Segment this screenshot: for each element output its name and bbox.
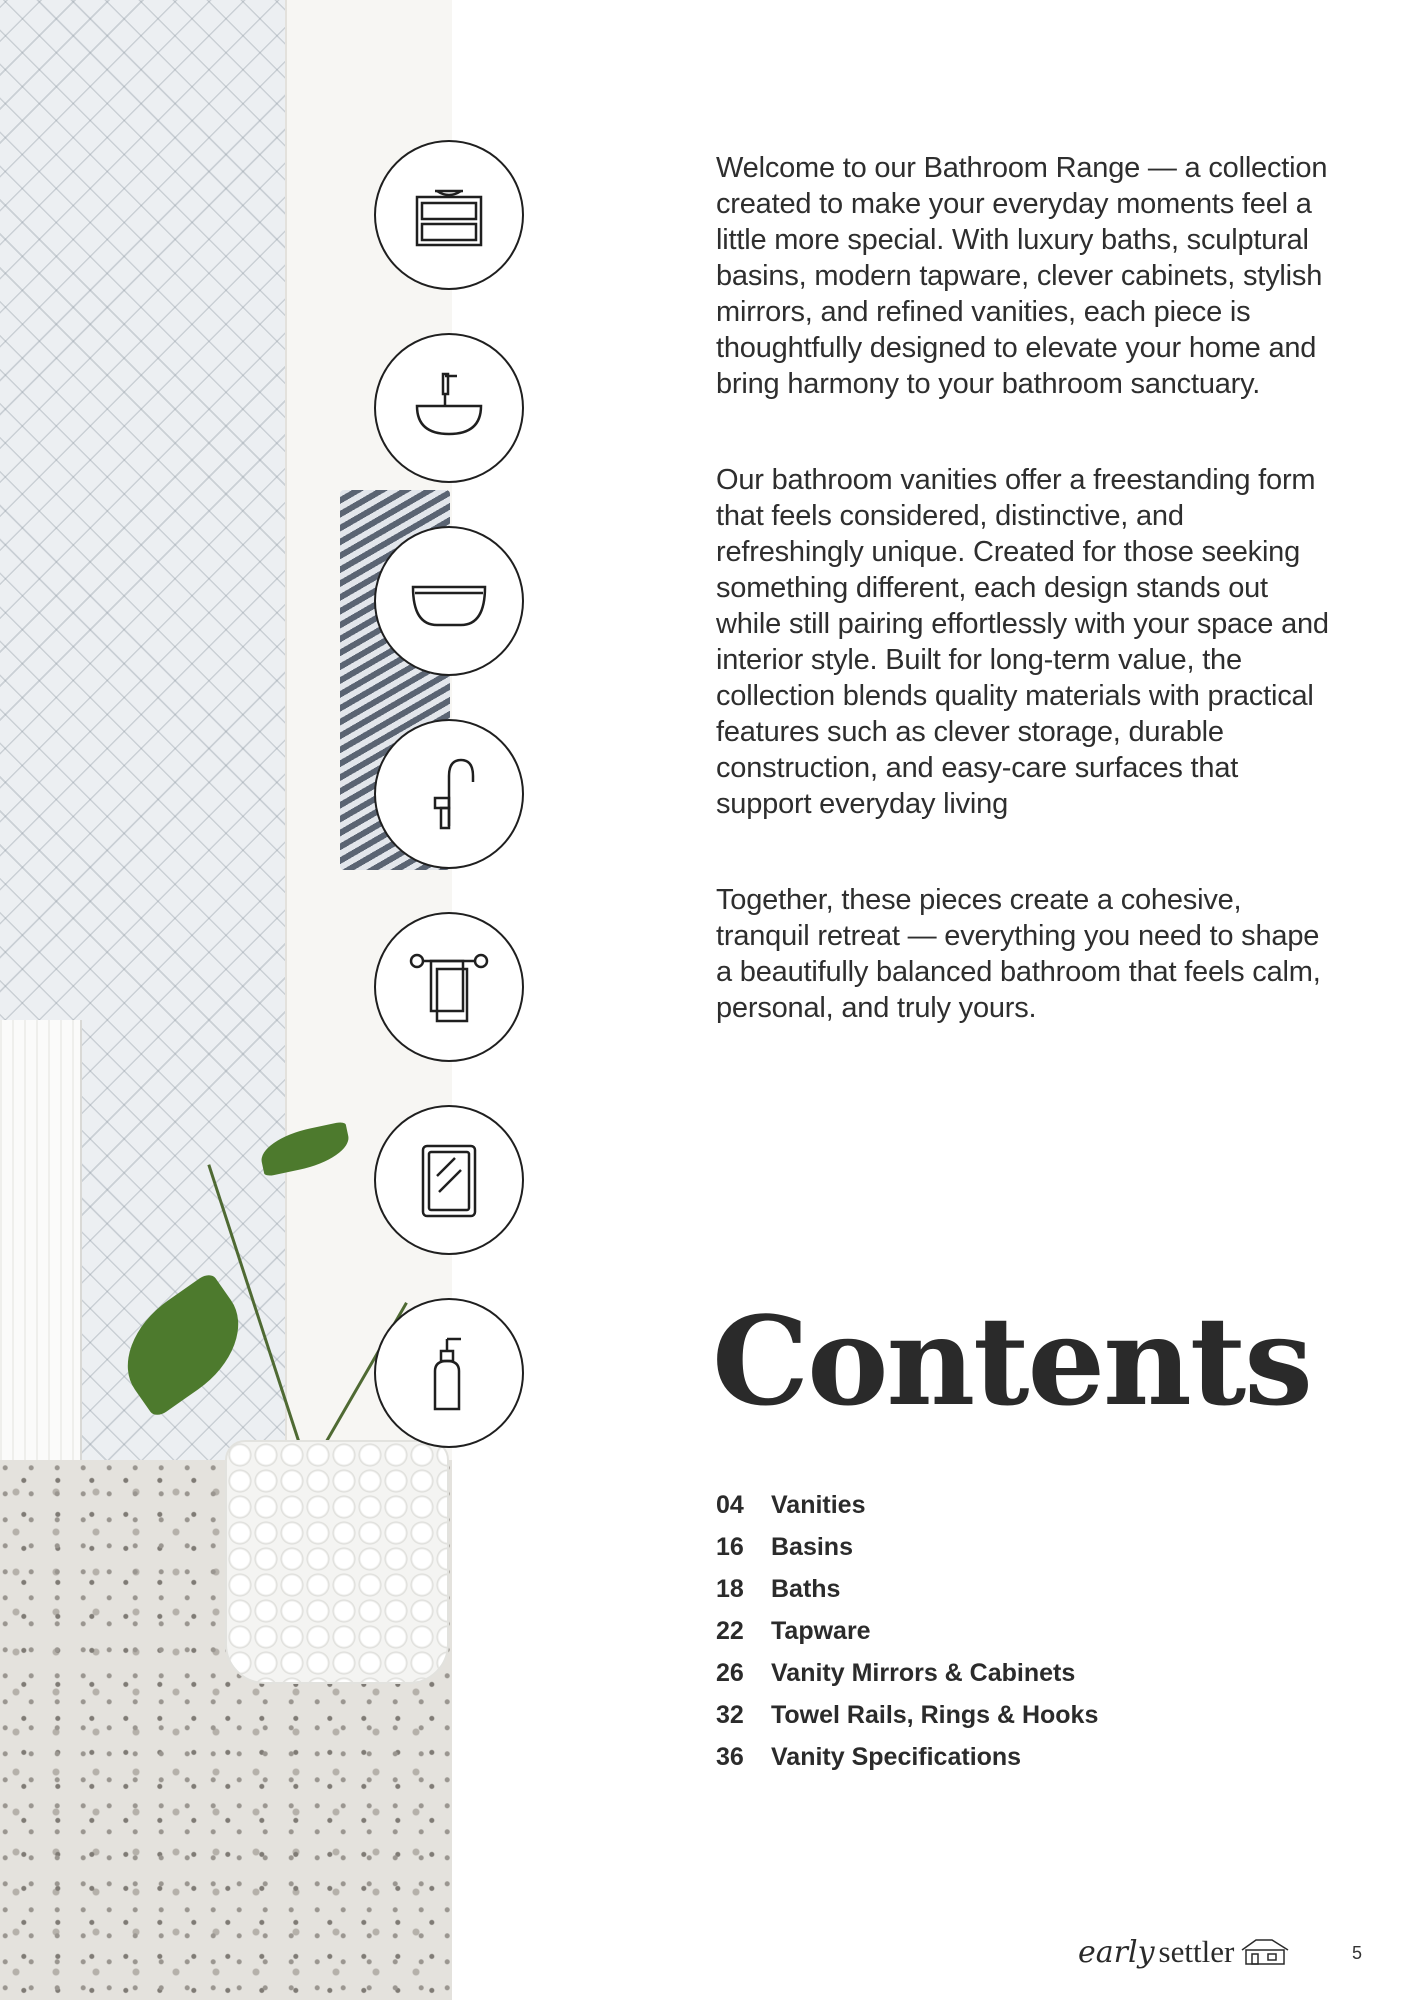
house-icon [1238,1936,1294,1966]
table-of-contents [716,1484,1276,1778]
towel-rail-icon [374,912,524,1062]
soap-dispenser-icon [374,1298,524,1448]
toc-item[interactable] [716,1736,1276,1778]
toc-page-number: 26 [716,1658,744,1687]
toc-page-number: 36 [716,1742,744,1771]
intro-paragraph: Welcome to our Bathroom Range — a collection created to make your everyday moments feel a little more special. With luxury baths, sculptural basins, modern tapware, clever cabinets, stylish mirrors, and refined vanities, each piece is thoughtfully designed to elevate your home and bring harmony to your bathroom sanctuary. [716,152,1328,400]
logo-early-text: early [1078,1935,1155,1970]
intro-paragraph: Our bathroom vanities offer a freestanding form that feels considered, distinctive, and refreshingly unique. Created for those seeking something different, each design stands out while still pairing effortlessly with your space and interior style. Built for long-term value, the collection blends quality materials with practical features such as clever storage, durable construction, and easy-care surfaces that support everyday living [716,464,1329,820]
toc-item[interactable] [716,1526,1276,1568]
toc-label: Basins [771,1532,853,1561]
toc-item[interactable] [716,1568,1276,1610]
toc-page-number: 18 [716,1574,744,1603]
tap-icon [374,719,524,869]
toc-page-number: 32 [716,1700,744,1729]
toc-page-number: 04 [716,1490,744,1519]
toc-label: Vanity Specifications [771,1742,1022,1771]
toc-label: Vanity Mirrors & Cabinets [771,1658,1076,1687]
wall-basin-icon [374,333,524,483]
toc-page-number: 16 [716,1532,744,1561]
toc-item[interactable] [716,1652,1276,1694]
toc-label: Baths [771,1574,841,1603]
intro-text [716,150,1336,1086]
toc-page-number: 22 [716,1616,744,1645]
logo-settler-text: settler [1158,1934,1235,1969]
mirror-icon [374,1105,524,1255]
early-settler-logo [1078,1934,1294,1970]
toc-item[interactable] [716,1610,1276,1652]
plant-leaf [104,1271,262,1419]
toc-item[interactable] [716,1484,1276,1526]
toc-label: Towel Rails, Rings & Hooks [771,1700,1099,1729]
intro-paragraph: Together, these pieces create a cohesive, tranquil retreat — everything you need to shape a beautifully balanced bathroom that feels calm, personal, and truly yours. [716,884,1321,1024]
toc-label: Tapware [771,1616,871,1645]
page-number: 5 [1352,1943,1363,1963]
toc-item[interactable] [716,1694,1276,1736]
bubble-planter [225,1440,449,1684]
bath-icon [374,526,524,676]
contents-title: Contents [712,1289,1311,1433]
vanity-icon [374,140,524,290]
toc-label: Vanities [771,1490,866,1519]
